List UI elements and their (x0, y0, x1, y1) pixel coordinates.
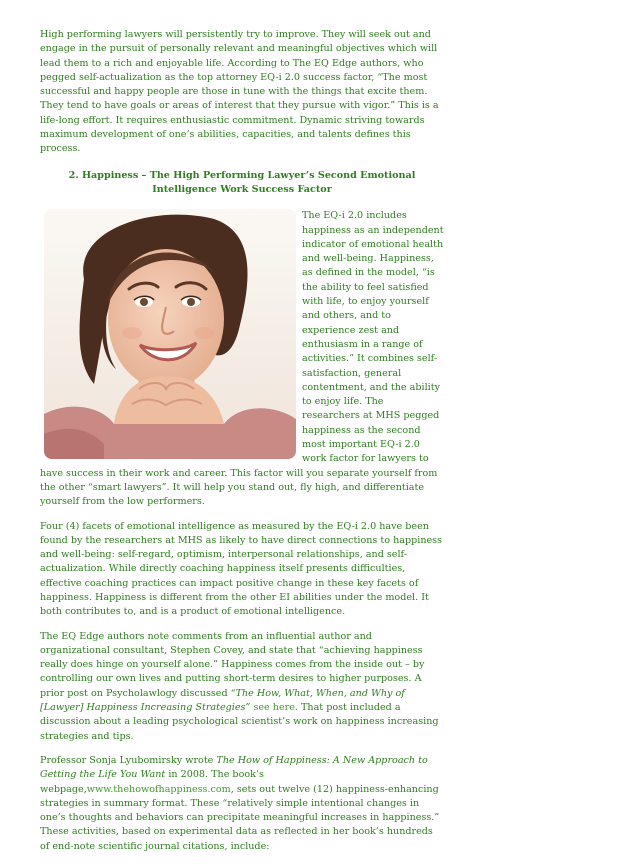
lyubomirsky-text-c: , sets out twelve (12) happiness-enhancing strategies in summary format. These “relatively simple intentional changes in one’s thoughts and behaviors can precipitate meaningful increases in happiness.” These activities, based on experimental data as reflected in her book’s hundreds of end-note scientific journal citations, include: (40, 783, 440, 852)
article-body (40, 28, 444, 864)
lyubomirsky-text-b: in 2008. The book’s webpage, (40, 769, 264, 795)
covey-text-a: The EQ Edge authors note comments from an influential author and organizational consultant, Stephen Covey, and state that “achieving happiness really does hinge on yourself alone.” Happiness comes from the inside out – by controlling our own lives and putting short-term desires to higher purposes. A prior post on Psycholawlogy discussed (40, 630, 425, 699)
paragraph-happiness-definition: The EQ-i 2.0 includes happiness as an independent indicator of emotional health and well-being. Happiness, as defined in the model, “is the ability to feel satisfied with life, to enjoy yourself and others, and to experience zest and enthusiasm in a range of activities.” It combines self-satisfaction, general contentment, and the ability to enjoy life. The researchers at MHS pegged happiness as the second most important EQ-i 2.0 work factor for lawyers to have success in their work and career. This factor will you separate yourself from the other “smart lawyers”. It will help you stand out, fly high, and differentiate yourself from the low performers. (40, 210, 444, 508)
covey-text-b: That post included a discussion about a leading psychological scientist’s work on happiness increasing strategies and tips. (40, 702, 439, 742)
paragraph-covey (40, 630, 444, 744)
paragraph-four-facets: Four (4) facets of emotional intelligence as measured by the EQ-i 2.0 have been found by the researchers at MHS as likely to have direct connections to happiness and well-being: self-regard, optimism, interpersonal relationships, and self-actualization. While directly coaching happiness itself presents difficulties, effective coaching practices can impact positive change in these key facets of happiness. Happiness is different from the other EI abilities under the model. It both contributes to, and is a product of emotional intelligence. (40, 520, 443, 618)
section-heading-happiness: 2. Happiness – The High Performing Lawyer’s Second Emotional Intelligence Work Success Factor (68, 169, 416, 195)
prior-post-title: “The How, What, When, and Why of [Lawyer] Happiness Increasing Strategies” (40, 687, 405, 714)
book-website-link[interactable]: www.thehowofhappiness.com (86, 783, 231, 795)
see-here-link[interactable]: see here. (250, 702, 298, 714)
paragraph-lyubomirsky (40, 754, 444, 854)
lyubomirsky-text-a: Professor Sonja Lyubomirsky wrote (40, 754, 217, 766)
smiling-woman-illustration (44, 209, 296, 459)
book-title: The How of Happiness: A New Approach to Getting the Life You Want (40, 754, 428, 781)
smiling-woman-photo (44, 209, 296, 459)
paragraph-self-actualization: High performing lawyers will persistently try to improve. They will seek out and engage in the pursuit of personally relevant and meaningful objectives which will lead them to a rich and enjoyable life. According to The EQ Edge authors, who pegged self-actualization as the top attorney EQ-i 2.0 success factor, “The most successful and happy people are those in tune with the things that excite them. They tend to have goals or areas of interest that they pursue with vigor.” This is a life-long effort. It requires enthusiastic commitment. Dynamic striving towards maximum development of one’s abilities, capacities, and talents defines this process. (40, 29, 439, 155)
